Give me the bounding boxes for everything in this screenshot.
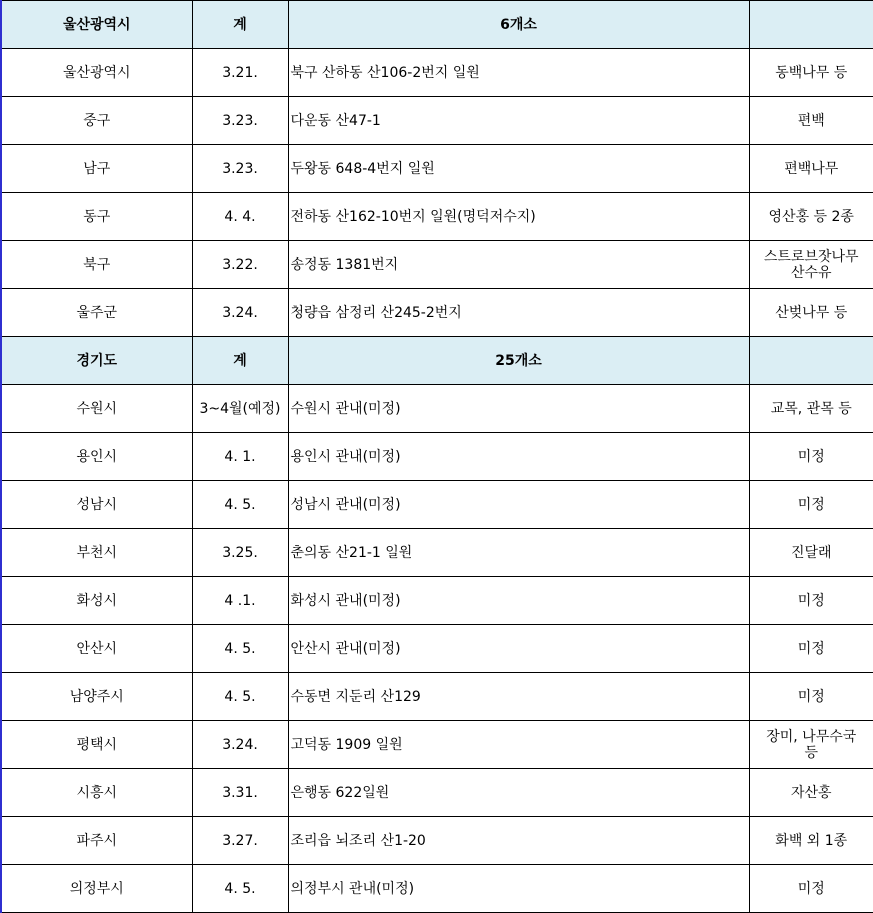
region-header: 경기도: [1, 337, 192, 385]
location-cell: 다운동 산47-1: [288, 97, 749, 145]
date-cell: 3~4월(예정): [192, 385, 288, 433]
location-cell: 성남시 관내(미정): [288, 481, 749, 529]
tree-cell: 편백: [749, 97, 873, 145]
date-cell: 3.24.: [192, 721, 288, 769]
date-cell: 3.31.: [192, 769, 288, 817]
tree-cell: 산벚나무 등: [749, 289, 873, 337]
tree-header: [749, 337, 873, 385]
table-row: [1, 817, 873, 865]
date-cell: 4. 4.: [192, 193, 288, 241]
location-cell: 춘의동 산21-1 일원: [288, 529, 749, 577]
tree-cell: 편백나무: [749, 145, 873, 193]
district-cell: 북구: [1, 241, 192, 289]
district-cell: 화성시: [1, 577, 192, 625]
tree-cell: 동백나무 등: [749, 49, 873, 97]
tree-cell: 스트로브잣나무 산수유: [749, 241, 873, 289]
district-cell: 남구: [1, 145, 192, 193]
tree-cell: 장미, 나무수국 등: [749, 721, 873, 769]
date-cell: 4. 5.: [192, 481, 288, 529]
location-cell: 조리읍 뇌조리 산1-20: [288, 817, 749, 865]
district-cell: 안산시: [1, 625, 192, 673]
table-row: [1, 97, 873, 145]
location-cell: 은행동 622일원: [288, 769, 749, 817]
tree-cell: 진달래: [749, 529, 873, 577]
location-cell: 고덕동 1909 일원: [288, 721, 749, 769]
district-cell: 남양주시: [1, 673, 192, 721]
district-cell: 중구: [1, 97, 192, 145]
location-cell: 전하동 산162-10번지 일원(명덕저수지): [288, 193, 749, 241]
date-cell: 3.22.: [192, 241, 288, 289]
date-cell: 4. 5.: [192, 625, 288, 673]
date-cell: 4. 1.: [192, 433, 288, 481]
tree-cell: 미정: [749, 481, 873, 529]
date-cell: 3.23.: [192, 145, 288, 193]
table-row: [1, 481, 873, 529]
district-cell: 부천시: [1, 529, 192, 577]
district-cell: 울산광역시: [1, 49, 192, 97]
table-row: [1, 145, 873, 193]
date-cell: 3.23.: [192, 97, 288, 145]
section-header-row: [1, 337, 873, 385]
district-cell: 의정부시: [1, 865, 192, 913]
table-row: [1, 577, 873, 625]
tree-cell: 미정: [749, 433, 873, 481]
tree-cell: 영산홍 등 2종: [749, 193, 873, 241]
location-cell: 송정동 1381번지: [288, 241, 749, 289]
total-label-header: 계: [192, 337, 288, 385]
tree-cell: 미정: [749, 577, 873, 625]
table-row: [1, 49, 873, 97]
date-cell: 4. 5.: [192, 673, 288, 721]
location-cell: 안산시 관내(미정): [288, 625, 749, 673]
tree-cell: 미정: [749, 865, 873, 913]
location-cell: 화성시 관내(미정): [288, 577, 749, 625]
table-row: [1, 193, 873, 241]
location-cell: 청량읍 삼정리 산245-2번지: [288, 289, 749, 337]
count-header: 6개소: [288, 1, 749, 49]
district-cell: 시흥시: [1, 769, 192, 817]
tree-cell: 자산홍: [749, 769, 873, 817]
date-cell: 3.21.: [192, 49, 288, 97]
district-cell: 성남시: [1, 481, 192, 529]
district-cell: 동구: [1, 193, 192, 241]
district-cell: 평택시: [1, 721, 192, 769]
location-cell: 두왕동 648-4번지 일원: [288, 145, 749, 193]
date-cell: 3.27.: [192, 817, 288, 865]
section-header-row: [1, 1, 873, 49]
tree-cell: 미정: [749, 625, 873, 673]
table-row: [1, 385, 873, 433]
table-row: [1, 625, 873, 673]
tree-cell: 미정: [749, 673, 873, 721]
date-cell: 3.24.: [192, 289, 288, 337]
location-cell: 수동면 지둔리 산129: [288, 673, 749, 721]
table-row: [1, 865, 873, 913]
table-row: [1, 529, 873, 577]
table-body: [1, 1, 873, 913]
tree-header: [749, 1, 873, 49]
region-header: 울산광역시: [1, 1, 192, 49]
tree-cell: 교목, 관목 등: [749, 385, 873, 433]
district-cell: 울주군: [1, 289, 192, 337]
table-row: [1, 433, 873, 481]
date-cell: 4 .1.: [192, 577, 288, 625]
count-header: 25개소: [288, 337, 749, 385]
location-cell: 북구 산하동 산106-2번지 일원: [288, 49, 749, 97]
table-row: [1, 241, 873, 289]
table-row: [1, 769, 873, 817]
district-cell: 파주시: [1, 817, 192, 865]
table-row: [1, 289, 873, 337]
tree-cell: 화백 외 1종: [749, 817, 873, 865]
location-cell: 용인시 관내(미정): [288, 433, 749, 481]
table-row: [1, 673, 873, 721]
location-cell: 의정부시 관내(미정): [288, 865, 749, 913]
location-cell: 수원시 관내(미정): [288, 385, 749, 433]
total-label-header: 계: [192, 1, 288, 49]
table-row: [1, 721, 873, 769]
district-cell: 용인시: [1, 433, 192, 481]
date-cell: 4. 5.: [192, 865, 288, 913]
date-cell: 3.25.: [192, 529, 288, 577]
district-cell: 수원시: [1, 385, 192, 433]
